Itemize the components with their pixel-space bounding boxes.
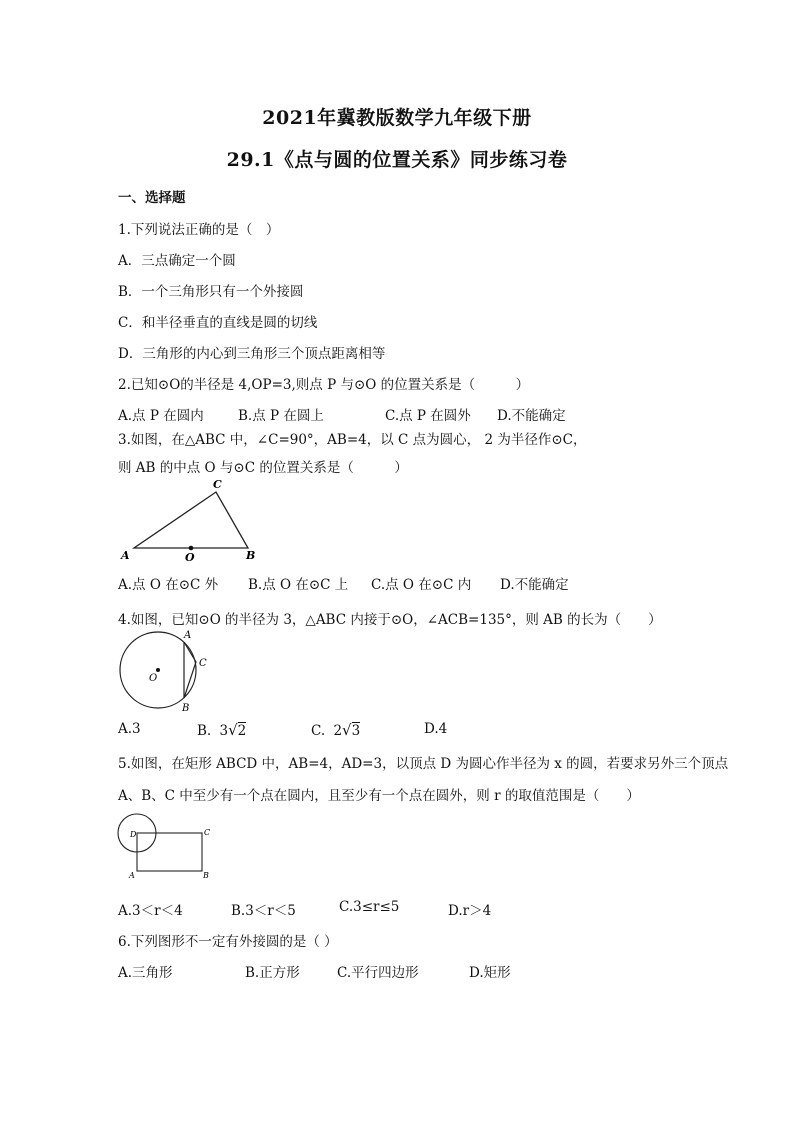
label-b: B (246, 549, 256, 562)
q4-option-b-radicand: 2 (237, 723, 247, 739)
q4-option-c-radicand: 3 (351, 723, 361, 739)
q3-option-b: B.点 O 在⊙C 上 (248, 577, 349, 593)
q1-option-c: C．和半径垂直的直线是圆的切线 (118, 315, 318, 331)
q6-option-a: A.三角形 (118, 965, 173, 981)
q4-option-c (311, 721, 360, 739)
label-b: B (182, 703, 190, 714)
q4-option-a: A.3 (118, 721, 141, 737)
q2-option-c: C.点 P 在圆外 (385, 408, 471, 424)
q2-option-a: A.点 P 在圆内 (118, 408, 204, 424)
q2-stem: 2.已知⊙O的半径是 4,OP=3,则点 P 与⊙O 的位置关系是（ ） (118, 377, 530, 393)
q4-option-d: D.4 (424, 721, 448, 737)
q5-option-a: A.3＜r＜4 (118, 903, 183, 919)
point-o (189, 546, 194, 551)
q6-option-b: B.正方形 (245, 965, 300, 981)
center-point (156, 668, 160, 672)
q5-stem-line2: A、B、C 中至少有一个点在圆内，且至少有一个点在圆外，则 r 的取值范围是（ ） (118, 788, 640, 804)
q3-stem-line2: 则 AB 的中点 O 与⊙C 的位置关系是（ ） (118, 460, 408, 476)
sqrt-icon: √ (342, 721, 352, 739)
q5-stem-line1: 5.如图，在矩形 ABCD 中，AB=4，AD=3，以顶点 D 为圆心作半径为 x 的圆，若要求另外三个顶点 (118, 756, 729, 772)
q1-option-a: A．三点确定一个圆 (118, 253, 236, 269)
q6-option-c: C.平行四边形 (337, 965, 419, 981)
q1-option-d: D．三角形的内心到三角形三个顶点距离相等 (118, 346, 386, 362)
label-o: O (149, 673, 158, 684)
q4-option-c-coef: 2 (333, 723, 343, 739)
q2-option-d: D.不能确定 (497, 408, 566, 424)
document-title: 2021年冀教版数学九年级下册 (262, 107, 532, 129)
label-c: C (213, 478, 222, 491)
q5-rectangle-figure (118, 812, 218, 882)
q4-option-b-prefix: B. (197, 723, 212, 739)
q5-option-d: D.r＞4 (448, 903, 492, 919)
label-b: B (203, 871, 209, 880)
label-a: A (121, 549, 130, 562)
q2-option-b: B.点 P 在圆上 (238, 408, 324, 424)
q6-stem: 6.下列图形不一定有外接圆的是（ ） (118, 934, 338, 950)
q4-option-c-prefix: C. (311, 723, 326, 739)
q3-option-c: C.点 O 在⊙C 内 (371, 577, 472, 593)
q1-option-b: B．一个三角形只有一个外接圆 (118, 284, 304, 300)
document-subtitle: 29.1《点与圆的位置关系》同步练习卷 (226, 149, 568, 171)
section-heading: 一、选择题 (118, 190, 186, 206)
q3-stem-line1: 3.如图，在△ABC 中，∠C=90°，AB=4，以 C 点为圆心， 2 为半径作⊙C， (118, 432, 587, 448)
q5-option-c: C.3≤r≤5 (339, 899, 400, 915)
q1-stem: 1.下列说法正确的是（ ） (118, 222, 280, 238)
rect-abcd (137, 833, 202, 871)
q4-option-b (197, 721, 246, 739)
label-o: O (185, 551, 195, 564)
sqrt-icon: √ (228, 721, 238, 739)
q4-circle-figure (118, 628, 218, 718)
triangle-abc (134, 492, 248, 548)
q6-option-d: D.矩形 (469, 965, 511, 981)
q3-option-a: A.点 O 在⊙C 外 (118, 577, 219, 593)
label-d: D (130, 830, 137, 839)
q5-option-b: B.3＜r＜5 (231, 903, 296, 919)
q3-option-d: D.不能确定 (500, 577, 569, 593)
label-a: A (184, 630, 192, 641)
label-a: A (129, 871, 135, 880)
q4-stem: 4.如图，已知⊙O 的半径为 3，△ABC 内接于⊙O，∠ACB=135°，则 AB 的长为（ ） (118, 612, 662, 628)
label-c: C (199, 658, 207, 669)
q4-option-b-coef: 3 (219, 723, 229, 739)
label-c: C (204, 828, 211, 837)
q3-triangle-figure (118, 478, 278, 563)
